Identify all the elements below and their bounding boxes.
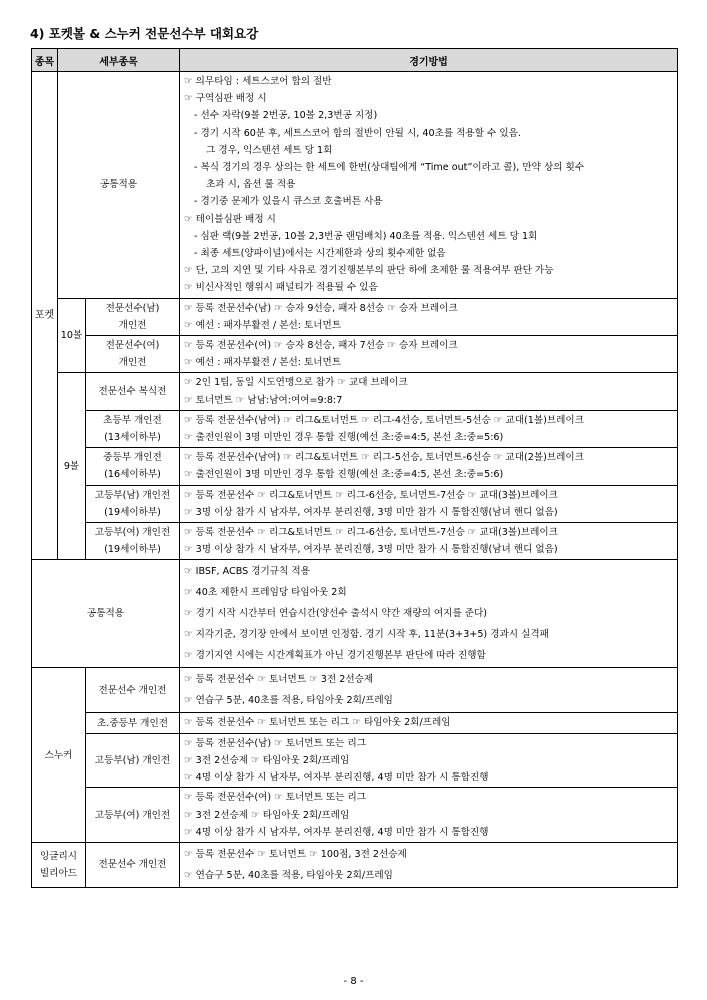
sub-category-9ball: 9볼 bbox=[58, 373, 86, 560]
sub-event-label bbox=[86, 668, 180, 713]
method-line: ☞ 등록 전문선수 ☞ 토너먼트 ☞ 100점, 3전 2선승제 bbox=[184, 848, 407, 860]
method-line: ☞ 지각기준, 경기장 안에서 보이면 인정함. 경기 시작 후, 11분(3+3+5) 경과시 실격패 bbox=[184, 629, 549, 641]
table-row bbox=[32, 72, 678, 299]
sub-event-name-line: 전문선수 개인전 bbox=[98, 684, 167, 696]
method-line: ☞ 등록 전문선수(남여) ☞ 리그&토너먼트 ☞ 리그-5선승, 토너먼트-6선승 ☞ 교대(2볼)브레이크 bbox=[184, 452, 584, 464]
sub-event-label bbox=[86, 523, 180, 560]
method-cell bbox=[180, 448, 678, 485]
sub-event-label: 공통적용 bbox=[32, 560, 180, 668]
method-line: ☞ 등록 전문선수(남) ☞ 토너먼트 또는 리그 bbox=[184, 737, 367, 749]
sub-event-name-line: 초.중등부 개인전 bbox=[97, 717, 168, 729]
sub-event-name-line: 전문선수 개인전 bbox=[98, 859, 167, 871]
table-row bbox=[32, 523, 678, 560]
sub-event-name-line: 고등부(여) 개인전 bbox=[94, 809, 171, 821]
method-cell bbox=[180, 733, 678, 788]
header-method: 경기방법 bbox=[180, 49, 678, 72]
method-cell bbox=[180, 336, 678, 373]
method-cell bbox=[180, 373, 678, 410]
table-row bbox=[32, 668, 678, 713]
sub-event-label bbox=[86, 410, 180, 447]
table-row bbox=[32, 298, 678, 335]
table-row bbox=[32, 713, 678, 733]
method-cell bbox=[180, 410, 678, 447]
method-line: ☞ 예선 : 패자부활전 / 본선: 토너먼트 bbox=[184, 319, 342, 331]
method-line: ☞ 40초 제한시 프레임당 타임아웃 2회 bbox=[184, 587, 347, 599]
method-line: ☞ 구역심판 배정 시 bbox=[184, 93, 267, 105]
table-row bbox=[32, 733, 678, 788]
method-cell bbox=[180, 788, 678, 843]
header-sub-event: 세부종목 bbox=[58, 49, 180, 72]
method-line: ☞ 경기 시작 시간부터 연습시간(양선수 출석시 약간 재량의 여지를 준다) bbox=[184, 608, 488, 620]
method-line: ☞ 3명 이상 참가 시 남자부, 여자부 분리진행, 3명 미만 참가 시 통합진행(남녀 핸디 없음) bbox=[184, 544, 558, 556]
table-row bbox=[32, 336, 678, 373]
method-cell bbox=[180, 560, 678, 668]
header-event: 종목 bbox=[32, 49, 58, 72]
table-row bbox=[32, 788, 678, 843]
table-header-row bbox=[32, 49, 678, 72]
method-cell bbox=[180, 298, 678, 335]
method-line: ☞ 3전 2선승제 ☞ 타임아웃 2회/프레임 bbox=[184, 809, 350, 821]
method-line: - 선수 자락(9볼 2번공, 10볼 2,3번공 지정) bbox=[194, 110, 378, 122]
table-row bbox=[32, 410, 678, 447]
sub-event-label bbox=[86, 448, 180, 485]
method-cell bbox=[180, 72, 678, 299]
sub-event-name-line: 중등부 개인전 bbox=[103, 452, 162, 464]
sub-event-label bbox=[86, 788, 180, 843]
table-row bbox=[32, 448, 678, 485]
method-line: ☞ 3명 이상 참가 시 남자부, 여자부 분리진행, 3명 미만 참가 시 통합진행(남녀 핸디 없음) bbox=[184, 506, 558, 518]
table-row bbox=[32, 485, 678, 522]
tournament-rules-table bbox=[31, 48, 678, 888]
method-cell bbox=[180, 713, 678, 733]
table-row bbox=[32, 373, 678, 410]
sub-event-name-line: (19세이하부) bbox=[104, 506, 161, 518]
method-line: ☞ 등록 전문선수(여) ☞ 토너먼트 또는 리그 bbox=[184, 792, 367, 804]
method-line: ☞ 연습구 5분, 40초를 적용, 타임아웃 2회/프레임 bbox=[184, 695, 393, 707]
method-line: - 복식 경기의 경우 상의는 한 세트에 한번(상대팀에게 “Time out”이라고 콜), 만약 상의 횟수 bbox=[194, 162, 585, 174]
method-cell bbox=[180, 485, 678, 522]
sub-event-label bbox=[86, 733, 180, 788]
category-snooker: 스누커 bbox=[32, 668, 86, 842]
method-cell bbox=[180, 523, 678, 560]
method-line: ☞ 비신사적인 행위시 패널티가 적용될 수 있음 bbox=[184, 282, 378, 294]
method-line: ☞ 등록 전문선수 ☞ 토너먼트 ☞ 3전 2선승제 bbox=[184, 674, 374, 686]
sub-category-10ball: 10볼 bbox=[58, 298, 86, 373]
method-line: ☞ 4명 이상 참가 시 남자부, 여자부 분리진행, 4명 미만 참가 시 통합진행 bbox=[184, 826, 489, 838]
method-line: 그 경우, 익스텐션 세트 당 1회 bbox=[206, 144, 333, 156]
sub-event-label bbox=[86, 842, 180, 887]
sub-event-name-line: 잉글리시 bbox=[39, 850, 78, 862]
method-line: - 최종 세트(양파이널)에서는 시간제한과 상의 횟수제한 없음 bbox=[194, 248, 446, 260]
sub-event-name-line: (16세이하부) bbox=[104, 469, 161, 481]
method-line: ☞ 2인 1팀, 동일 시도연맹으로 참가 ☞ 교대 브레이크 bbox=[184, 377, 408, 389]
method-line: ☞ 4명 이상 참가 시 남자부, 여자부 분리진행, 4명 미만 참가 시 통합진행 bbox=[184, 772, 489, 784]
sub-event-name-line: 고등부(여) 개인전 bbox=[94, 527, 171, 539]
sub-event-name-line: 빌리아드 bbox=[39, 867, 78, 879]
method-line: ☞ 테이블심판 배정 시 bbox=[184, 213, 276, 225]
section-title: 4) 포켓볼 & 스누커 전문선수부 대회요강 bbox=[30, 26, 259, 41]
sub-event-name-line: 초등부 개인전 bbox=[103, 415, 162, 427]
method-line: - 경기중 문제가 있을시 큐스코 호출버튼 사용 bbox=[194, 196, 383, 208]
method-line: ☞ 토너먼트 ☞ 남남:남여:여여=9:8:7 bbox=[184, 394, 343, 406]
sub-event-name-line: 개인전 bbox=[118, 319, 147, 331]
sub-event-name-line: (19세이하부) bbox=[104, 544, 161, 556]
method-line: ☞ 연습구 5분, 40초를 적용, 타임아웃 2회/프레임 bbox=[184, 869, 393, 881]
method-line: ☞ 출전인원이 3명 미만인 경우 통합 진행(예선 초:중=4:5, 본선 초:중=5:6) bbox=[184, 469, 504, 481]
method-line: ☞ 등록 전문선수 ☞ 리그&토너먼트 ☞ 리그-6선승, 토너먼트-7선승 ☞ 교대(3볼)브레이크 bbox=[184, 489, 558, 501]
method-line: ☞ IBSF, ACBS 경기규칙 적용 bbox=[184, 566, 310, 578]
sub-event-name-line: 고등부(남) 개인전 bbox=[94, 754, 171, 766]
table-row bbox=[32, 560, 678, 668]
sub-event-name-line: 개인전 bbox=[118, 357, 147, 369]
method-line: ☞ 등록 전문선수 ☞ 토너먼트 또는 리그 ☞ 타임아웃 2회/프레임 bbox=[184, 717, 451, 729]
category-pocket: 포켓 bbox=[32, 72, 58, 560]
sub-event-label bbox=[86, 373, 180, 410]
sub-event-label bbox=[86, 336, 180, 373]
sub-event-name-line: 고등부(남) 개인전 bbox=[94, 489, 171, 501]
method-line: - 심판 랙(9볼 2번공, 10볼 2,3번공 랜덤배치) 40초를 적용. 익스텐션 세트 당 1회 bbox=[194, 230, 538, 242]
method-line: ☞ 의무타임 : 세트스코어 합의 절반 bbox=[184, 76, 332, 87]
method-line: ☞ 3전 2선승제 ☞ 타임아웃 2회/프레임 bbox=[184, 754, 350, 766]
sub-event-name-line: 전문선수 복식전 bbox=[98, 386, 167, 398]
method-line: ☞ 등록 전문선수(여) ☞ 승자 8선승, 패자 7선승 ☞ 승자 브레이크 bbox=[184, 340, 458, 352]
sub-event-label bbox=[86, 298, 180, 335]
table-row bbox=[32, 842, 678, 887]
sub-event-name-line: 전문선수(여) bbox=[105, 340, 160, 352]
method-line: ☞ 경기지연 시에는 시간계획표가 아닌 경기진행본부 판단에 따라 진행함 bbox=[184, 650, 486, 662]
method-cell bbox=[180, 668, 678, 713]
method-line: 초과 시, 옵션 룰 적용 bbox=[206, 179, 296, 191]
method-line: - 경기 시작 60분 후, 세트스코어 합의 절반이 안될 시, 40초를 적용할 수 있음. bbox=[194, 127, 521, 139]
page-number: - 8 - bbox=[343, 976, 364, 987]
sub-event-label: 공통적용 bbox=[58, 72, 180, 299]
method-line: ☞ 등록 전문선수(남) ☞ 승자 9선승, 패자 8선승 ☞ 승자 브레이크 bbox=[184, 302, 458, 314]
method-line: ☞ 등록 전문선수(남여) ☞ 리그&토너먼트 ☞ 리그-4선승, 토너먼트-5선승 ☞ 교대(1볼)브레이크 bbox=[184, 414, 584, 426]
method-line: ☞ 단, 고의 지연 및 기타 사유로 경기진행본부의 판단 하에 초제한 룰 적용여부 판단 가능 bbox=[184, 265, 554, 277]
sub-event-label bbox=[86, 713, 180, 733]
sub-event-name-line: 전문선수(남) bbox=[105, 302, 160, 314]
method-line: ☞ 출전인원이 3명 미만인 경우 통합 진행(예선 초:중=4:5, 본선 초:중=5:6) bbox=[184, 432, 504, 444]
method-line: ☞ 등록 전문선수 ☞ 리그&토너먼트 ☞ 리그-6선승, 토너먼트-7선승 ☞ 교대(3볼)브레이크 bbox=[184, 527, 558, 539]
sub-event-name-line: (13세이하부) bbox=[104, 432, 161, 444]
category-english-billiards bbox=[32, 842, 86, 887]
sub-event-label bbox=[86, 485, 180, 522]
method-line: ☞ 예선 : 패자부활전 / 본선: 토너먼트 bbox=[184, 357, 342, 369]
method-cell bbox=[180, 842, 678, 887]
